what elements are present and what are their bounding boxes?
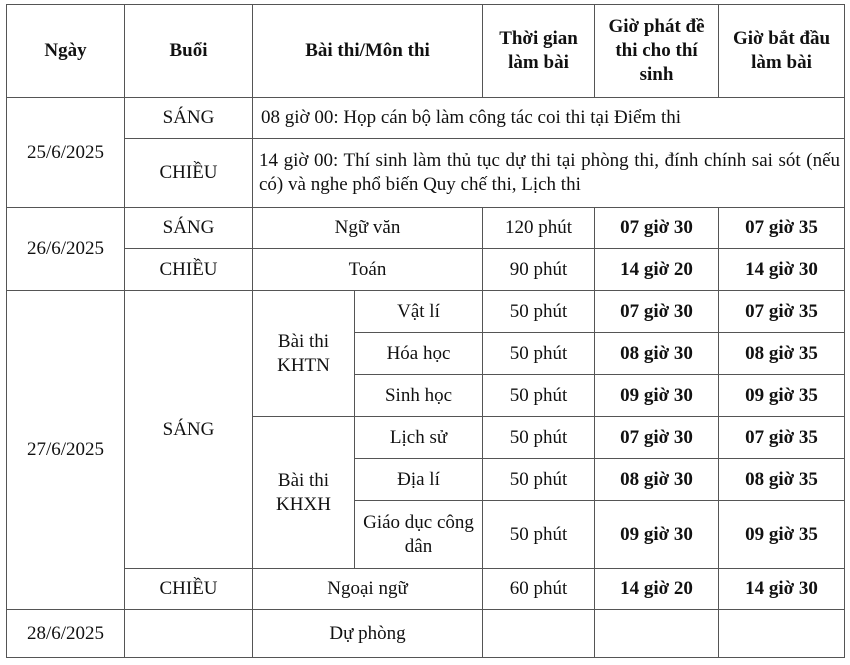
exam-group-cell: Bài thi KHXH [253,417,355,569]
session-cell: CHIỀU [125,249,253,291]
date-cell: 25/6/2025 [7,98,125,208]
distribute-time-cell: 09 giờ 30 [595,501,719,569]
distribute-time-cell: 14 giờ 20 [595,249,719,291]
header-subject: Bài thi/Môn thi [253,5,483,98]
duration-cell: 50 phút [483,375,595,417]
exam-group-cell: Bài thi KHTN [253,291,355,417]
subject-cell: Toán [253,249,483,291]
distribute-time-cell: 07 giờ 30 [595,291,719,333]
session-cell [125,610,253,658]
start-time-cell [719,610,845,658]
start-time-cell: 07 giờ 35 [719,417,845,459]
duration-cell: 90 phút [483,249,595,291]
header-distribute-time: Giờ phát đề thi cho thí sinh [595,5,719,98]
date-cell: 27/6/2025 [7,291,125,610]
start-time-cell: 14 giờ 30 [719,249,845,291]
start-time-cell: 07 giờ 35 [719,291,845,333]
subject-cell: Lịch sử [355,417,483,459]
start-time-cell: 07 giờ 35 [719,208,845,249]
date-cell: 28/6/2025 [7,610,125,658]
table-row [7,249,845,291]
date-cell: 26/6/2025 [7,208,125,291]
start-time-cell: 08 giờ 35 [719,459,845,501]
notice-cell: 14 giờ 00: Thí sinh làm thủ tục dự thi tại phòng thi, đính chính sai sót (nếu có) và nghe phổ biến Quy chế thi, Lịch thi [253,139,845,208]
header-row [7,5,845,98]
subject-cell: Vật lí [355,291,483,333]
exam-schedule-table [6,4,845,658]
subject-cell: Ngữ văn [253,208,483,249]
duration-cell [483,610,595,658]
header-date: Ngày [7,5,125,98]
duration-cell: 50 phút [483,333,595,375]
duration-cell: 120 phút [483,208,595,249]
duration-cell: 50 phút [483,501,595,569]
subject-cell: Dự phòng [253,610,483,658]
header-session: Buổi [125,5,253,98]
header-duration: Thời gian làm bài [483,5,595,98]
duration-cell: 50 phút [483,459,595,501]
subject-cell: Sinh học [355,375,483,417]
duration-cell: 50 phút [483,291,595,333]
table-row [7,291,845,333]
start-time-cell: 09 giờ 35 [719,375,845,417]
notice-cell: 08 giờ 00: Họp cán bộ làm công tác coi thi tại Điểm thi [253,98,845,139]
distribute-time-cell: 07 giờ 30 [595,208,719,249]
distribute-time-cell: 08 giờ 30 [595,459,719,501]
table-row [7,569,845,610]
session-cell: SÁNG [125,291,253,569]
distribute-time-cell: 09 giờ 30 [595,375,719,417]
session-cell: SÁNG [125,98,253,139]
header-start-time: Giờ bắt đầu làm bài [719,5,845,98]
session-cell: CHIỀU [125,139,253,208]
distribute-time-cell: 14 giờ 20 [595,569,719,610]
table-row [7,98,845,139]
subject-cell: Giáo dục công dân [355,501,483,569]
start-time-cell: 08 giờ 35 [719,333,845,375]
distribute-time-cell: 07 giờ 30 [595,417,719,459]
duration-cell: 50 phút [483,417,595,459]
subject-cell: Ngoại ngữ [253,569,483,610]
start-time-cell: 09 giờ 35 [719,501,845,569]
subject-cell: Địa lí [355,459,483,501]
distribute-time-cell: 08 giờ 30 [595,333,719,375]
table-row [7,610,845,658]
distribute-time-cell [595,610,719,658]
start-time-cell: 14 giờ 30 [719,569,845,610]
duration-cell: 60 phút [483,569,595,610]
table-row [7,208,845,249]
table-row [7,139,845,208]
subject-cell: Hóa học [355,333,483,375]
session-cell: SÁNG [125,208,253,249]
session-cell: CHIỀU [125,569,253,610]
